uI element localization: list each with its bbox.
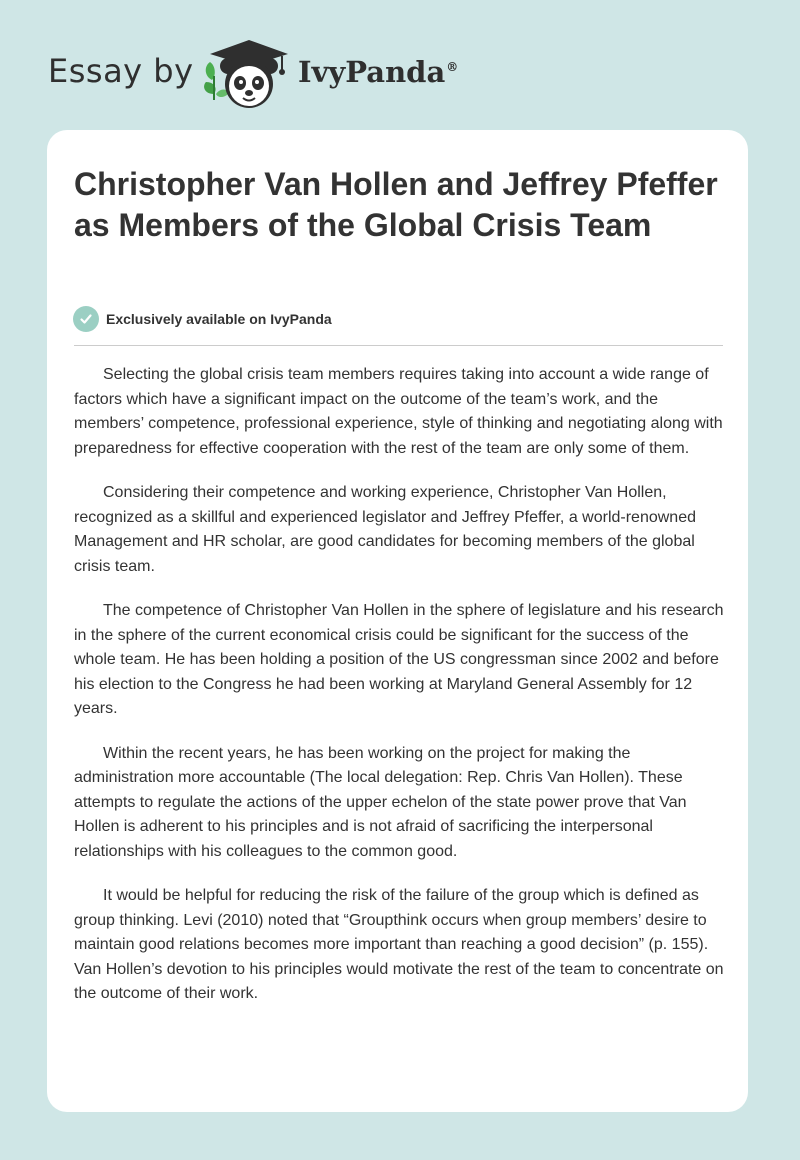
badge-label: Exclusively available on IvyPanda [106,311,332,327]
site-header [48,32,608,112]
paragraph: It would be helpful for reducing the risk of the failure of the group which is defined as group thinking. Levi (2010) noted that “Groupthink occurs when group members’ desire to maintain good relations becomes more important than reaching a good decision” (p. 155). Van Hollen’s devotion to his principles would motivate the rest of the team to concentrate on the outcome of their work. [74,887,724,1002]
paragraph: Considering their competence and working experience, Christopher Van Hollen, recognized as a skillful and experienced legislator and Jeffrey Pfeffer, a world-renowned Management and HR scholar, are good candidates for becoming members of the global crisis team. [74,484,696,575]
paragraph: Within the recent years, he has been working on the project for making the administration more accountable (The local delegation: Rep. Chris Van Hollen). These attempts to regulate the actions of the upper echelon of the state power prove that Van Hollen is adherent to his principles and is not afraid of sacrificing the interpersonal relationships with his colleagues to the common good. [74,744,687,860]
essay-card [47,130,748,1112]
paragraph: Selecting the global crisis team members requires taking into account a wide range of factors which have a significant impact on the outcome of the team’s work, and the members’ competence, professional experience, style of thinking and negotiating along with preparedness for effective cooperation with the rest of the team are only some of them. [74,366,723,457]
registered-mark: ® [446,60,459,75]
divider [74,345,723,346]
brand-name-text: IvyPanda [298,55,446,89]
essay-title: Christopher Van Hollen and Jeffrey Pfeffer as Members of the Global Crisis Team [74,166,718,243]
paragraph: The competence of Christopher Van Hollen in the sphere of legislature and his research in the sphere of the current economical crisis could be significant for the success of the whole team. He has been holding a position of the US congressman since 2002 and before his election to the Congress he had been working at Maryland General Assembly for 12 years. [74,602,724,717]
check-icon [73,306,99,332]
brand-prefix: Essay by [48,52,194,90]
exclusive-badge [73,306,332,332]
brand-name [298,55,458,89]
panda-graduate-icon [202,36,294,112]
essay-body [74,363,724,1027]
